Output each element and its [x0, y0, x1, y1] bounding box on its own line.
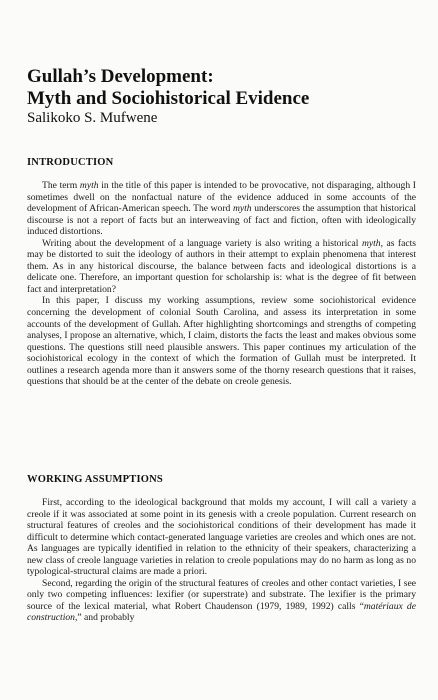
- paper-title: [27, 66, 417, 110]
- author-name: Salikoko S. Mufwene: [27, 110, 158, 126]
- section-heading-working-assumptions: WORKING ASSUMPTIONS: [27, 474, 163, 485]
- paragraph: Second, regarding the origin of the structural features of creoles and other contact varieties, I see only two competing influences: lexifier (or superstrate) and substrate. The lexifier is the primary source of the lexical material, what Robert Chaudenson (1979, 1989, 1992) calls “matériaux de construction,” and probably: [27, 577, 416, 624]
- working-assumptions-body: [27, 497, 416, 624]
- paragraph: The term myth in the title of this paper is intended to be provocative, not disparaging, although I sometimes dwell on the nonfactual nature of the evidence adduced in some accounts of the development of African-American speech. The word myth underscores the assumption that historical discourse is not a report of facts but an interweaving of fact and fiction, often with ideologically induced distortions.: [27, 180, 417, 238]
- section-heading-introduction: INTRODUCTION: [27, 157, 114, 168]
- paragraph: Writing about the development of a language variety is also writing a historical myth, as facts may be distorted to suit the ideology of authors in their attempt to explain phenomena that interest them. As in any historical discourse, the balance between facts and ideological distortions is a delicate one. Therefore, an important question for scholarship is: what is the degree of fit between fact and interpretation?: [27, 237, 416, 295]
- paper-title-line-1: Gullah’s Development:: [27, 66, 214, 87]
- paragraph: In this paper, I discuss my working assumptions, review some sociohistorical evidence concerning the development of colonial South Carolina, and assess its interpretation in some accounts of the development of Gullah. After highlighting shortcomings and strengths of competing analyses, I propose an alternative, which, I claim, distorts the facts the least and makes obvious some questions. The questions still need plausible answers. This paper continues my articulation of the sociohistorical ecology in the context of which the formation of Gullah must be interpreted. It outlines a research agenda more than it answers some of the thorny research questions that it raises, questions that should be at the center of the debate on creole genesis.: [27, 295, 416, 388]
- paragraph: First, according to the ideological background that molds my account, I will call a variety a creole if it was associated at some point in its genesis with a creole population. Current research on structural features of creoles and the sociohistorical conditions of their development has made it difficult to determine which contact-generated language varieties are creoles and which ones are not. As languages are typically identified in relation to the ethnicity of their speakers, characterizing a new class of creole language varieties in relation to creole populations may do no harm as long as no typological-structural claims are made a priori.: [27, 497, 416, 578]
- paper-title-line-2: Myth and Sociohistorical Evidence: [27, 88, 310, 109]
- introduction-body: [27, 180, 416, 388]
